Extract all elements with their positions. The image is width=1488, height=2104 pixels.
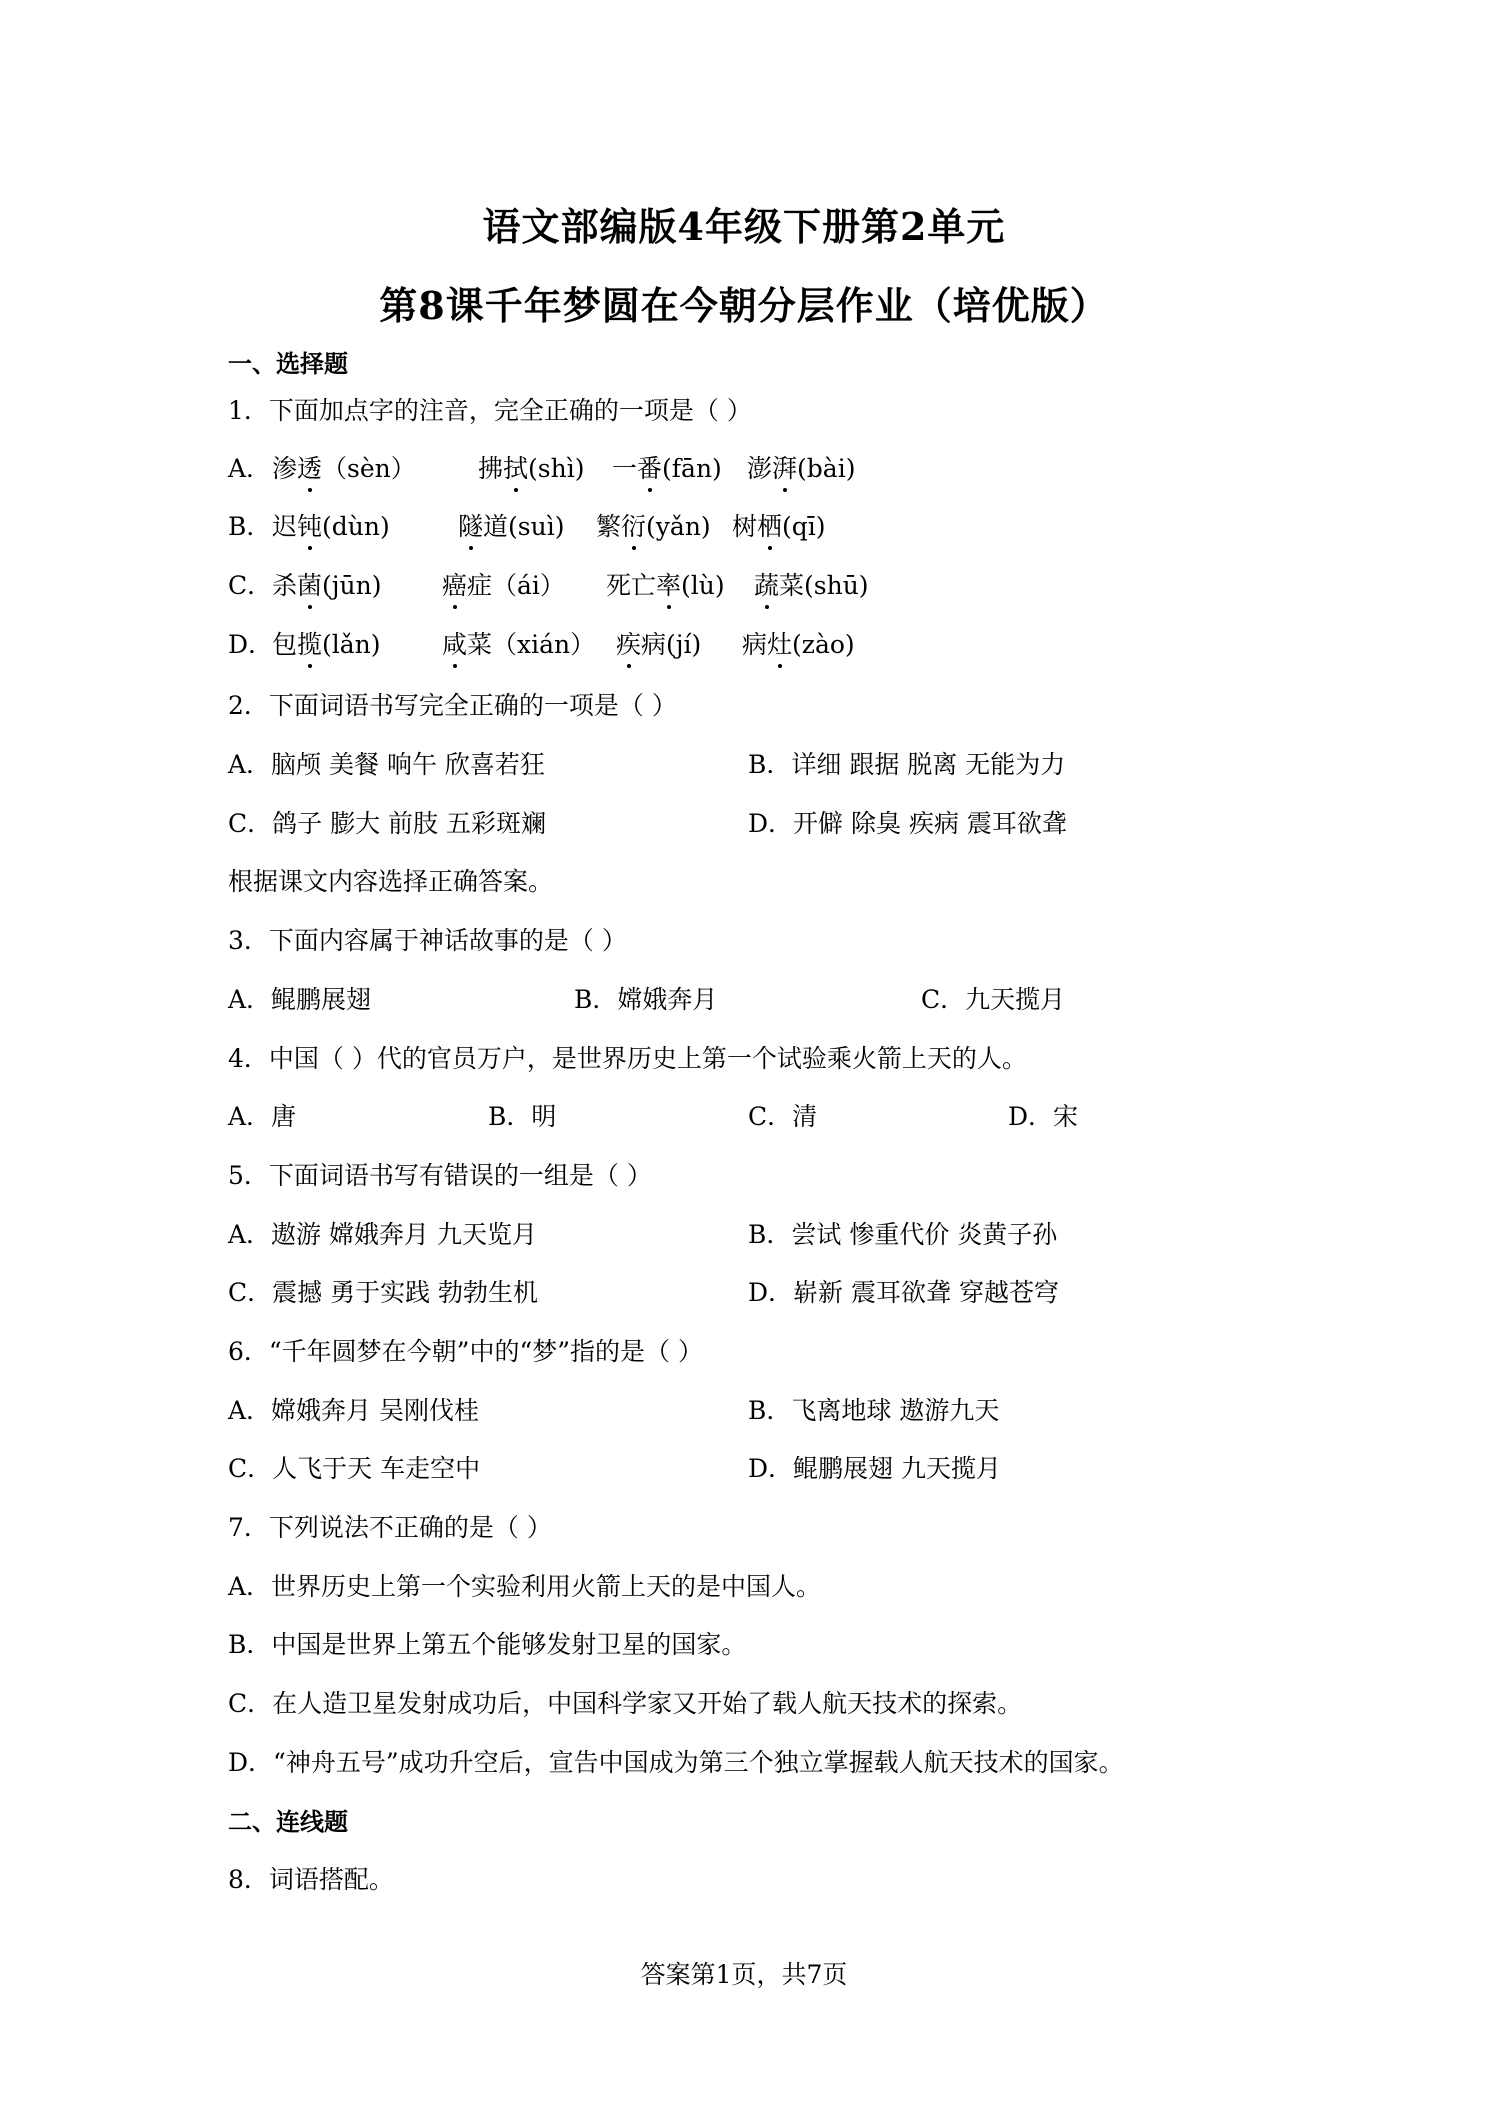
emphasis-dotted-character: 拭: [503, 449, 528, 485]
emphasis-dotted-character: 率: [656, 566, 681, 602]
question-4-option-d: D．宋: [1008, 1102, 1079, 1131]
question-5-option-b: B．尝试 惨重代价 炎黄子孙: [748, 1220, 1058, 1249]
question-1-option-a: [228, 449, 1268, 483]
question-7-option-a: A．世界历史上第一个实验利用火箭上天的是中国人。: [228, 1572, 822, 1601]
emphasis-dotted-character: 疾: [616, 625, 641, 661]
pinyin-word: 死亡率(lù): [606, 566, 725, 602]
question-2-option-b: B．详细 跟据 脱离 无能为力: [748, 750, 1066, 779]
emphasis-dotted-character: 衍: [621, 507, 646, 543]
pinyin-word: 包揽(lǎn): [272, 625, 381, 661]
emphasis-dotted-character: 隧: [458, 507, 483, 543]
emphasis-dotted-character: 栖: [757, 507, 782, 543]
emphasis-dotted-character: 番: [637, 449, 662, 485]
emphasis-dotted-character: 钝: [297, 507, 322, 543]
question-5-stem: 5．下面词语书写有错误的一组是（ ）: [228, 1161, 652, 1190]
question-4-option-a: A．唐: [228, 1102, 297, 1131]
option-label: D．: [228, 630, 274, 659]
document-title-line2: 第8课千年梦圆在今朝分层作业（培优版）: [379, 283, 1109, 328]
pinyin-word: 拂拭(shì): [478, 449, 584, 485]
question-1-option-d: [228, 625, 1268, 659]
question-6-stem: 6．“千年圆梦在今朝”中的“梦”指的是（ ）: [228, 1337, 703, 1366]
option-label: C．: [228, 571, 273, 600]
pinyin-word: 病灶(zào): [742, 625, 855, 661]
pinyin-word: 隧道(suì): [458, 507, 564, 543]
question-2-stem: 2．下面词语书写完全正确的一项是（ ）: [228, 691, 677, 720]
question-7-option-c: C．在人造卫星发射成功后，中国科学家又开始了载人航天技术的探索。: [228, 1689, 1023, 1718]
question-5-option-c: C．震撼 勇于实践 勃勃生机: [228, 1278, 539, 1307]
question-1-stem: 1．下面加点字的注音，完全正确的一项是（ ）: [228, 396, 752, 425]
pinyin-word: 杀菌(jūn): [272, 566, 382, 602]
document-title-line1: 语文部编版4年级下册第2单元: [482, 204, 1006, 249]
question-7-option-b: B．中国是世界上第五个能够发射卫星的国家。: [228, 1630, 747, 1659]
pinyin-word: 蔬菜(shū): [754, 566, 869, 602]
question-3-option-b: B．嫦娥奔月: [574, 985, 718, 1014]
question-4-option-b: B．明: [488, 1102, 557, 1131]
question-2-option-a: A．脑颅 美餐 响午 欣喜若狂: [228, 750, 545, 779]
pinyin-word: 癌症（ái）: [442, 566, 565, 602]
question-4-option-c: C．清: [748, 1102, 818, 1131]
question-6-option-c: C．人飞于天 车走空中: [228, 1454, 481, 1483]
question-3-stem: 3．下面内容属于神话故事的是（ ）: [228, 926, 627, 955]
question-2-option-c: C．鸽子 膨大 前肢 五彩斑斓: [228, 809, 546, 838]
question-1-option-c: [228, 566, 1268, 600]
page-footer: 答案第1页，共7页: [640, 1960, 848, 1989]
pinyin-word: 咸菜（xián）: [442, 625, 595, 661]
pinyin-word: 澎湃(bài): [747, 449, 855, 485]
emphasis-dotted-character: 癌: [442, 566, 467, 602]
question-2-option-d: D．开僻 除臭 疾病 震耳欲聋: [748, 809, 1067, 838]
emphasis-dotted-character: 蔬: [754, 566, 779, 602]
question-1-option-b: [228, 507, 1268, 541]
emphasis-dotted-character: 灶: [767, 625, 792, 661]
question-5-option-a: A．遨游 嫦娥奔月 九天览月: [228, 1220, 537, 1249]
question-7-stem: 7．下列说法不正确的是（ ）: [228, 1513, 552, 1542]
question-8-stem: 8．词语搭配。: [228, 1865, 394, 1894]
emphasis-dotted-character: 揽: [297, 625, 322, 661]
instruction-text: 根据课文内容选择正确答案。: [228, 867, 554, 896]
emphasis-dotted-character: 湃: [772, 449, 797, 485]
question-6-option-d: D．鲲鹏展翅 九天揽月: [748, 1454, 1001, 1483]
pinyin-word: 一番(fān): [612, 449, 722, 485]
question-7-option-d: D．“神舟五号”成功升空后，宣告中国成为第三个独立掌握载人航天技术的国家。: [228, 1748, 1124, 1777]
emphasis-dotted-character: 菌: [297, 566, 322, 602]
section-heading-choice: 一、选择题: [228, 349, 348, 378]
pinyin-word: 渗透（sèn）: [272, 449, 416, 485]
emphasis-dotted-character: 咸: [442, 625, 467, 661]
section-heading-matching: 二、连线题: [228, 1807, 348, 1836]
pinyin-word: 树栖(qī): [732, 507, 826, 543]
emphasis-dotted-character: 透: [297, 449, 322, 485]
option-label: B．: [228, 512, 272, 541]
pinyin-word: 迟钝(dùn): [272, 507, 390, 543]
question-6-option-a: A．嫦娥奔月 吴刚伐桂: [228, 1396, 480, 1425]
question-4-stem: 4．中国（ ）代的官员万户，是世界历史上第一个试验乘火箭上天的人。: [228, 1044, 1027, 1073]
question-6-option-b: B．飞离地球 遨游九天: [748, 1396, 1000, 1425]
question-3-option-a: A．鲲鹏展翅: [228, 985, 372, 1014]
option-label: A．: [228, 454, 272, 483]
pinyin-word: 繁衍(yǎn): [596, 507, 711, 543]
pinyin-word: 疾病(jí): [616, 625, 701, 661]
question-3-option-c: C．九天揽月: [921, 985, 1066, 1014]
question-5-option-d: D．崭新 震耳欲聋 穿越苍穹: [748, 1278, 1059, 1307]
